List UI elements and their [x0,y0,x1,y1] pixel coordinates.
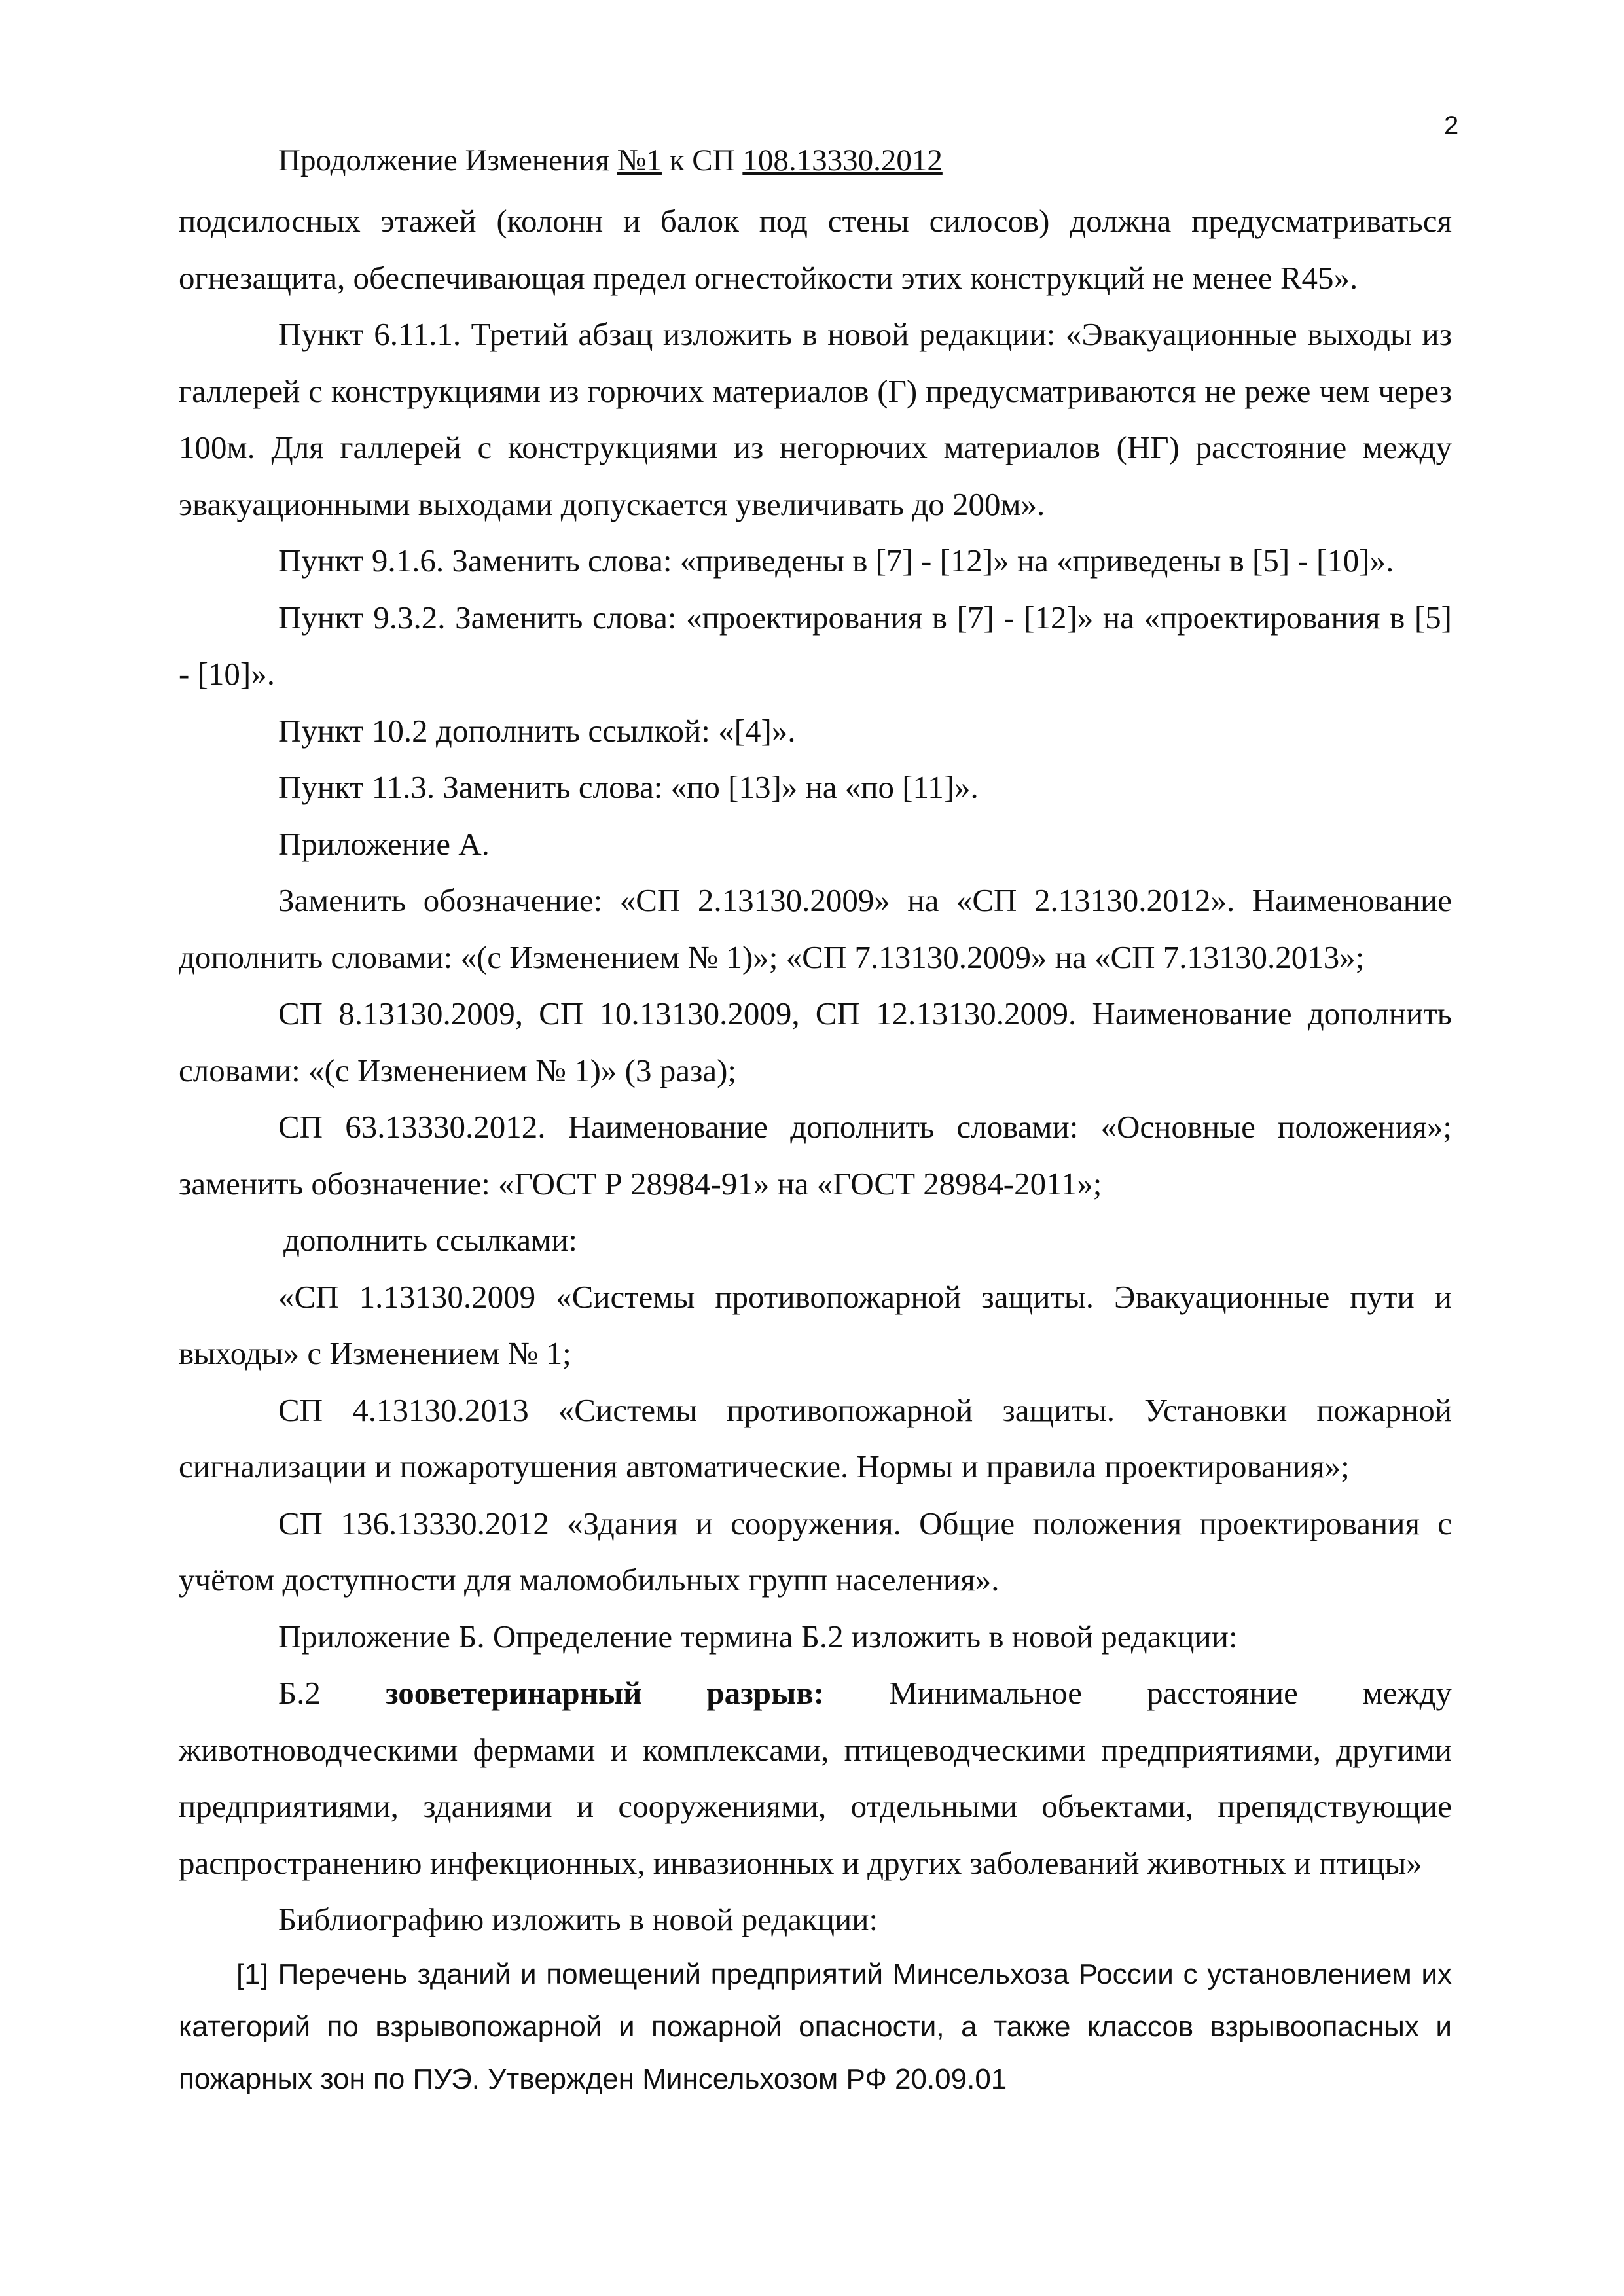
term-definition-rest: животноводческими фермами и комплексами, птицеводческими предприятиями, другими предприятиями, зданиями и сооружениями, отдельными объектами, препядствующие распространению инфекционных, инвазионных и других заболеваний животных и птицы» [179,1731,1452,1881]
term-text-1: Минимальное [889,1675,1083,1711]
paragraph-3: Пункт 9.1.6. Заменить слова: «приведены в [7] - [12]» на «приведены в [5] - [10]». [278,543,1394,579]
page-number: 2 [1444,111,1459,140]
paragraph-9: СП 8.13130.2009, СП 10.13130.2009, СП 12.13130.2009. Наименование дополнить словами: «(с Изменением № 1)» (3 раза); [179,996,1452,1088]
paragraph-14: СП 136.13330.2012 «Здания и сооружения. Общие положения проектирования с учётом доступности для маломобильных групп населения». [179,1505,1452,1598]
paragraph-12: «СП 1.13130.2009 «Системы противопожарной защиты. Эвакуационные пути и выходы» с Изменением № 1; [179,1278,1452,1371]
term-number: Б.2 [278,1675,321,1711]
paragraph-13: СП 4.13130.2013 «Системы противопожарной защиты. Установки пожарной сигнализации и пожаротушения автоматические. Нормы и правила проектирования»; [179,1391,1452,1484]
paragraph-1: подсилосных этажей (колонн и балок под стены силосов) должна предусматриваться огнезащита, обеспечивающая предел огнестойкости этих конструкций не менее R45». [179,203,1452,296]
paragraph-16: Библиографию изложить в новой редакции: [278,1901,878,1937]
paragraph-6: Пункт 11.3. Заменить слова: «по [13]» на «по [11]». [278,769,979,805]
term-text-3: между [1362,1675,1452,1711]
running-header-prefix: Продолжение Изменения [278,143,617,177]
document-code: 108.13330.2012 [742,143,943,177]
term-word-1: зооветеринарный [385,1675,642,1711]
paragraph-11: дополнить ссылками: [283,1222,577,1258]
paragraph-15: Приложение Б. Определение термина Б.2 изложить в новой редакции: [278,1618,1238,1655]
running-header-middle: к СП [661,143,743,177]
paragraph-7: Приложение А. [278,825,490,862]
document-body [179,193,1452,2106]
paragraph-5: Пункт 10.2 дополнить ссылкой: «[4]». [278,712,796,749]
bibliography-item-1: [1] Перечень зданий и помещений предприятий Минсельхоза России с установлением их категорий по взрывопожарной и пожарной опасности, а также классов взрывоопасных и пожарных зон по ПУЭ. Утвержден Минсельхозом РФ 20.09.01 [179,1958,1452,2095]
term-definition-line [179,1665,1452,1722]
term-text-2: расстояние [1147,1675,1298,1711]
term-word-2: разрыв: [706,1675,825,1711]
paragraph-10: СП 63.13330.2012. Наименование дополнить словами: «Основные положения»; заменить обозначение: «ГОСТ Р 28984-91» на «ГОСТ 28984-2011»; [179,1109,1452,1202]
running-header [278,141,943,180]
paragraph-2: Пункт 6.11.1. Третий абзац изложить в новой редакции: «Эвакуационные выходы из галлерей с конструкциями из горючих материалов (Г) предусматриваются не реже чем через 100м. Для галлерей с конструкциями из негорючих материалов (НГ) расстояние между эвакуационными выходами допускается увеличивать до 200м». [179,316,1452,522]
paragraph-4: Пункт 9.3.2. Заменить слова: «проектирования в [7] - [12]» на «проектирования в [5] - [10]». [179,599,1452,692]
amendment-number: №1 [617,143,662,177]
paragraph-8: Заменить обозначение: «СП 2.13130.2009» на «СП 2.13130.2012». Наименование дополнить словами: «(с Изменением № 1)»; «СП 7.13130.2009» на «СП 7.13130.2013»; [179,882,1452,975]
